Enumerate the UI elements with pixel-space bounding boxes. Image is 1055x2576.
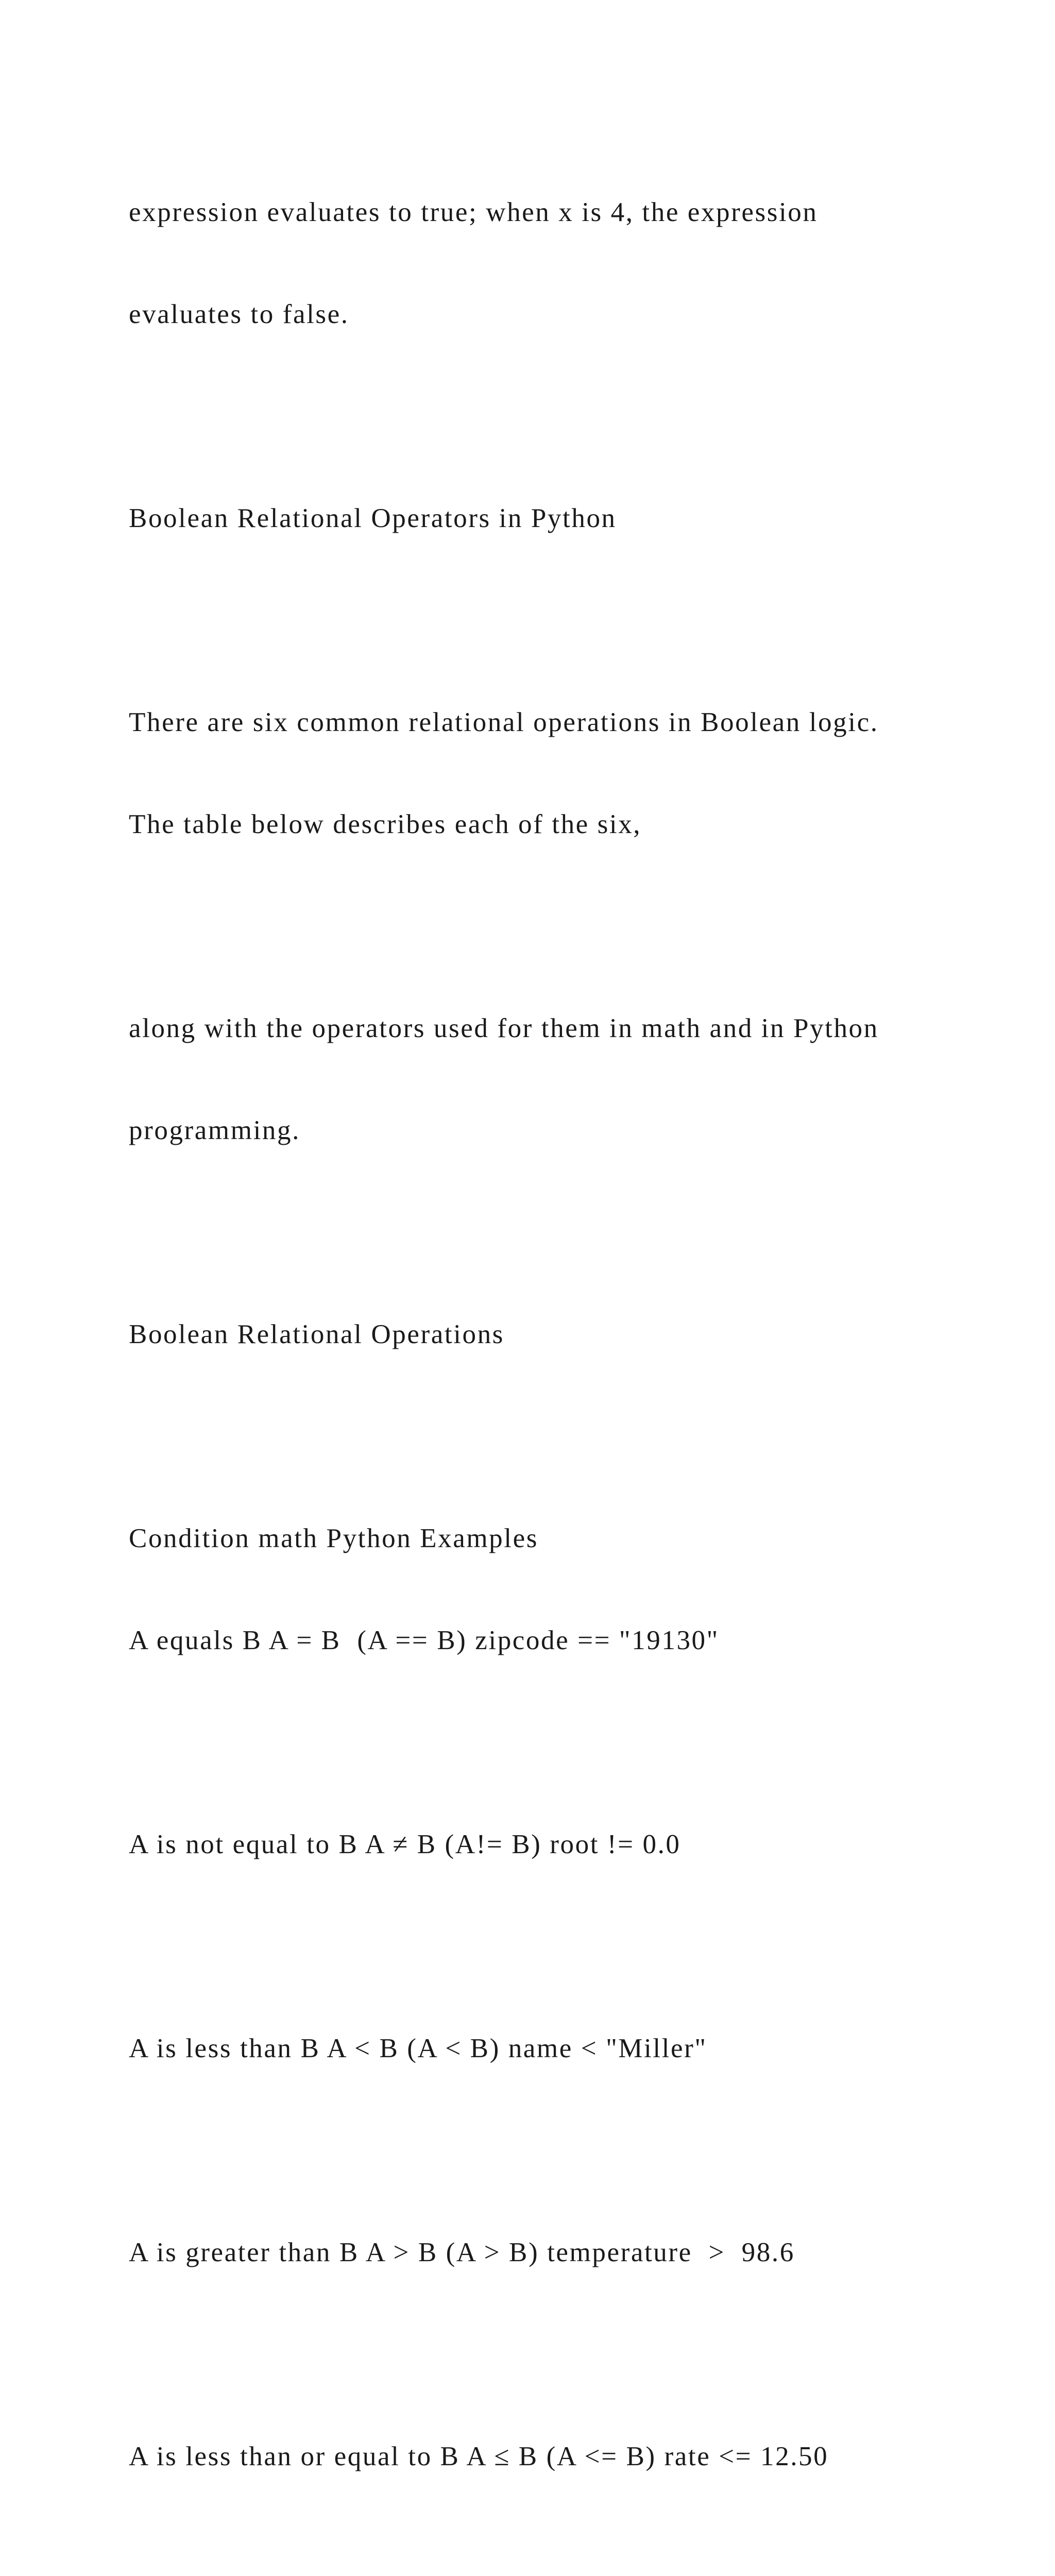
paragraph-intro-continuation: [129, 127, 984, 399]
table-row-less-or-equal: [129, 2371, 984, 2541]
text-line: There are six common relational operations in Boolean logic.: [129, 707, 879, 737]
text-line: Boolean Relational Operators in Python: [129, 503, 617, 533]
text-line: A is less than or equal to B A ≤ B (A <= B) rate <= 12.50: [129, 2442, 829, 2471]
text-line: A is not equal to B A ≠ B (A!= B) root != 0.0: [129, 1829, 681, 1859]
text-line: expression evaluates to true; when x is 4, the expression: [129, 197, 818, 227]
table-row-less-than: [129, 1963, 984, 2133]
table-header-and-equals-row: [129, 1453, 984, 1725]
paragraph-operators-math-python: [129, 943, 984, 1215]
text-line: A is less than B A < B (A < B) name < "Miller": [129, 2033, 707, 2063]
paragraph-six-operations: [129, 637, 984, 909]
table-header: Condition math Python Examples: [129, 1523, 538, 1553]
text-line: evaluates to false.: [129, 299, 349, 329]
table-row-equals: A equals B A = B (A == B) zipcode == "19130": [129, 1625, 719, 1655]
table-row-greater-than: [129, 2167, 984, 2337]
document-page: [129, 127, 984, 2576]
text-line: along with the operators used for them in math and in Python: [129, 1013, 879, 1043]
text-line: A is greater than B A > B (A > B) temperature > 98.6: [129, 2238, 795, 2267]
text-line: Boolean Relational Operations: [129, 1319, 504, 1349]
table-row-not-equal: [129, 1759, 984, 1929]
table-row-greater-or-equal: [129, 2575, 984, 2576]
text-line: The table below describes each of the six,: [129, 809, 642, 839]
heading-boolean-relational-operators: [129, 433, 984, 603]
heading-boolean-relational-operations: [129, 1249, 984, 1419]
text-line: programming.: [129, 1115, 300, 1145]
